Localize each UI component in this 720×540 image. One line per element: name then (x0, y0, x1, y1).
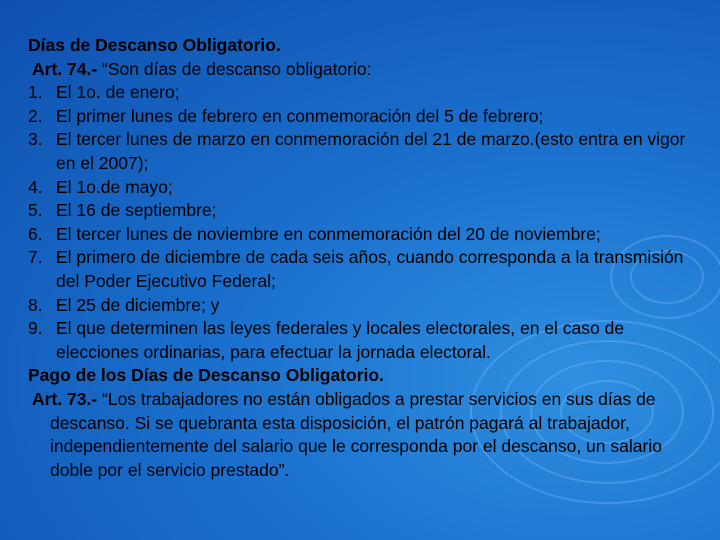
article-number: Art. 74.- (32, 58, 98, 79)
article-body-text: “Los trabajadores no están obligados a prestar servicios en sus días de descanso. Si se quebranta esta disposición, el patrón pagará al trabajador, independientemente del salario que le corresponda por el descanso, un salario doble por el servicio prestado”. (50, 388, 662, 480)
list-item-number: 9. (28, 318, 43, 339)
article-intro-text: “Son días de descanso obligatorio: (97, 58, 372, 79)
list-item-number: 5. (28, 200, 43, 221)
list-item (28, 128, 700, 175)
slide-content (28, 34, 700, 482)
article-73-text (28, 388, 700, 482)
list-item-number: 8. (28, 294, 43, 315)
list-item-number: 3. (28, 129, 43, 150)
holiday-list (28, 81, 700, 364)
list-item-text: El tercer lunes de noviembre en conmemoración del 20 de noviembre; (56, 223, 601, 244)
list-item (28, 176, 700, 200)
list-item (28, 81, 700, 105)
list-item-number: 7. (28, 247, 43, 268)
list-item-text: El 16 de septiembre; (56, 200, 217, 221)
list-item-number: 2. (28, 105, 43, 126)
section-heading-descanso: Días de Descanso Obligatorio. (28, 35, 281, 55)
list-item-number: 1. (28, 82, 43, 103)
list-item-text: El que determinen las leyes federales y locales electorales, en el caso de elecciones ordinarias, para efectuar la jornada electoral. (56, 318, 625, 362)
list-item (28, 317, 700, 364)
list-item-text: El tercer lunes de marzo en conmemoración del 21 de marzo.(esto entra en vigor en el 2007); (56, 129, 686, 173)
list-item (28, 294, 700, 318)
article-74-intro (28, 58, 700, 82)
list-item-number: 6. (28, 223, 43, 244)
section-heading-pago: Pago de los Días de Descanso Obligatorio. (28, 365, 384, 386)
list-item-text: El primero de diciembre de cada seis años, cuando corresponda a la transmisión del Poder Ejecutivo Federal; (56, 247, 684, 291)
list-item-text: El primer lunes de febrero en conmemoración del 5 de febrero; (56, 105, 544, 126)
list-item (28, 105, 700, 129)
list-item (28, 223, 700, 247)
article-number: Art. 73.- (32, 388, 98, 409)
list-item-number: 4. (28, 176, 43, 197)
list-item-text: El 25 de diciembre; y (56, 294, 220, 315)
list-item-text: El 1o.de mayo; (56, 176, 173, 197)
list-item (28, 246, 700, 293)
list-item-text: El 1o. de enero; (56, 82, 180, 103)
list-item (28, 199, 700, 223)
